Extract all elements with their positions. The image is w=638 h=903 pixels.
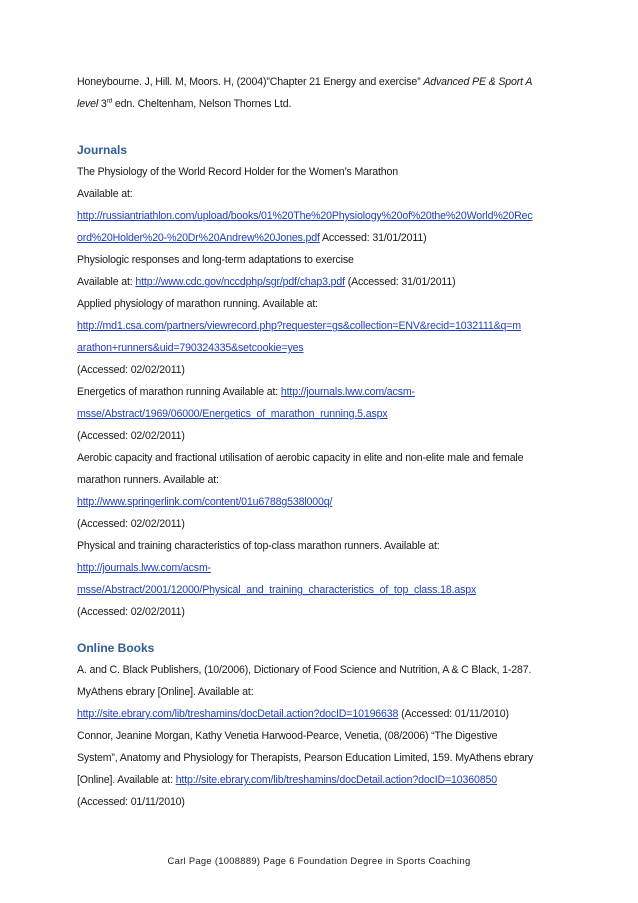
journal-1-line-2 [77, 232, 426, 245]
journal-4-link[interactable]: http://journals.lww.com/acsm- [280, 386, 415, 398]
journal-6-title: Physical and training characteristics of top-class marathon runners. Available at: [77, 540, 440, 552]
journal-2-line [77, 276, 456, 289]
journal-3-accessed: (Accessed: 02/02/2011) [77, 364, 185, 376]
journal-6-link[interactable]: http://journals.lww.com/acsm- [77, 562, 211, 574]
book-1-line-2: MyAthens ebrary [Online]. Available at: [77, 686, 254, 698]
journal-4-title: Energetics of marathon running Available at: [77, 386, 281, 398]
journal-3-link[interactable]: http://md1.csa.com/partners/viewrecord.php?requester=gs&collection=ENV&recid=1032111&q=m [77, 320, 521, 332]
journal-2-link[interactable]: http://www.cdc.gov/nccdphp/sgr/pdf/chap3.pdf [135, 276, 345, 288]
journal-6-link-cont[interactable]: msse/Abstract/2001/12000/Physical_and_training_characteristics_of_top_class.18.aspx [77, 584, 477, 596]
book-2-accessed: (Accessed: 01/11/2010) [77, 796, 185, 808]
journal-3-link-cont[interactable]: arathon+runners&uid=790324335&setcookie=yes [77, 342, 304, 354]
book-1-link[interactable]: http://site.ebrary.com/lib/treshamins/docDetail.action?docID=10196638 [77, 708, 399, 720]
journal-5-accessed: (Accessed: 02/02/2011) [77, 518, 185, 530]
ref-line-2 [77, 98, 291, 111]
ref-publisher: edn. Cheltenham, Nelson Thornes Ltd. [112, 98, 292, 110]
journal-1-link-cont[interactable]: ord%20Holder%20-%20Dr%20Andrew%20Jones.pdf [77, 232, 320, 244]
book-1-line-3 [77, 708, 509, 721]
ref-italic-title: Advanced PE & Sport A [423, 76, 533, 88]
journal-2-available: Available at: [77, 276, 136, 288]
book-2-link[interactable]: http://site.ebrary.com/lib/treshamins/docDetail.action?docID=10360850 [175, 774, 497, 786]
book-2-available: [Online]. Available at: [77, 774, 176, 786]
journals-heading: Journals [77, 143, 128, 157]
book-2-line-1: Connor, Jeanine Morgan, Kathy Venetia Harwood-Pearce, Venetia, (08/2006) “The Digestive [77, 730, 498, 742]
ref-edition-number: 3 [98, 98, 107, 110]
journal-2-accessed: (Accessed: 31/01/2011) [344, 276, 456, 288]
ref-text: Honeybourne. J, Hill. M, Moors. H, (2004)”Chapter 21 Energy and exercise” [77, 76, 424, 88]
journal-4-line [77, 386, 415, 399]
journal-1-available: Available at: [77, 188, 133, 200]
journal-1-link[interactable]: http://russiantriathlon.com/upload/books/01%20The%20Physiology%20of%20the%20World%20Rec [77, 210, 533, 222]
book-2-line-2: System”, Anatomy and Physiology for Therapists, Pearson Education Limited, 159. MyAthens ebrary [77, 752, 534, 764]
page-footer: Carl Page (1008889) Page 6 Foundation Degree in Sports Coaching [167, 855, 471, 866]
ref-superscript: rd [106, 97, 113, 105]
journal-2-title: Physiologic responses and long-term adaptations to exercise [77, 254, 354, 266]
journal-1-accessed: Accessed: 31/01/2011) [319, 232, 427, 244]
online-books-heading: Online Books [77, 641, 155, 655]
journal-4-link-cont[interactable]: msse/Abstract/1969/06000/Energetics_of_marathon_running.5.aspx [77, 408, 388, 420]
book-2-line-3 [77, 774, 497, 787]
journal-5-title-cont: marathon runners. Available at: [77, 474, 219, 486]
journal-1-title: The Physiology of the World Record Holder for the Women’s Marathon [77, 166, 399, 178]
book-1-accessed: (Accessed: 01/11/2010) [398, 708, 509, 720]
journal-6-accessed: (Accessed: 02/02/2011) [77, 606, 185, 618]
journal-3-title: Applied physiology of marathon running. Available at: [77, 298, 318, 310]
ref-italic-level: level [77, 98, 99, 110]
journal-5-link[interactable]: http://www.springerlink.com/content/01u6788g538l000q/ [77, 496, 333, 508]
ref-line-1 [77, 76, 532, 89]
journal-4-accessed: (Accessed: 02/02/2011) [77, 430, 185, 442]
journal-5-title: Aerobic capacity and fractional utilisation of aerobic capacity in elite and non-elite male and female [77, 452, 524, 464]
book-1-line-1: A. and C. Black Publishers, (10/2006), Dictionary of Food Science and Nutrition, A & C Black, 1-287. [77, 664, 532, 676]
